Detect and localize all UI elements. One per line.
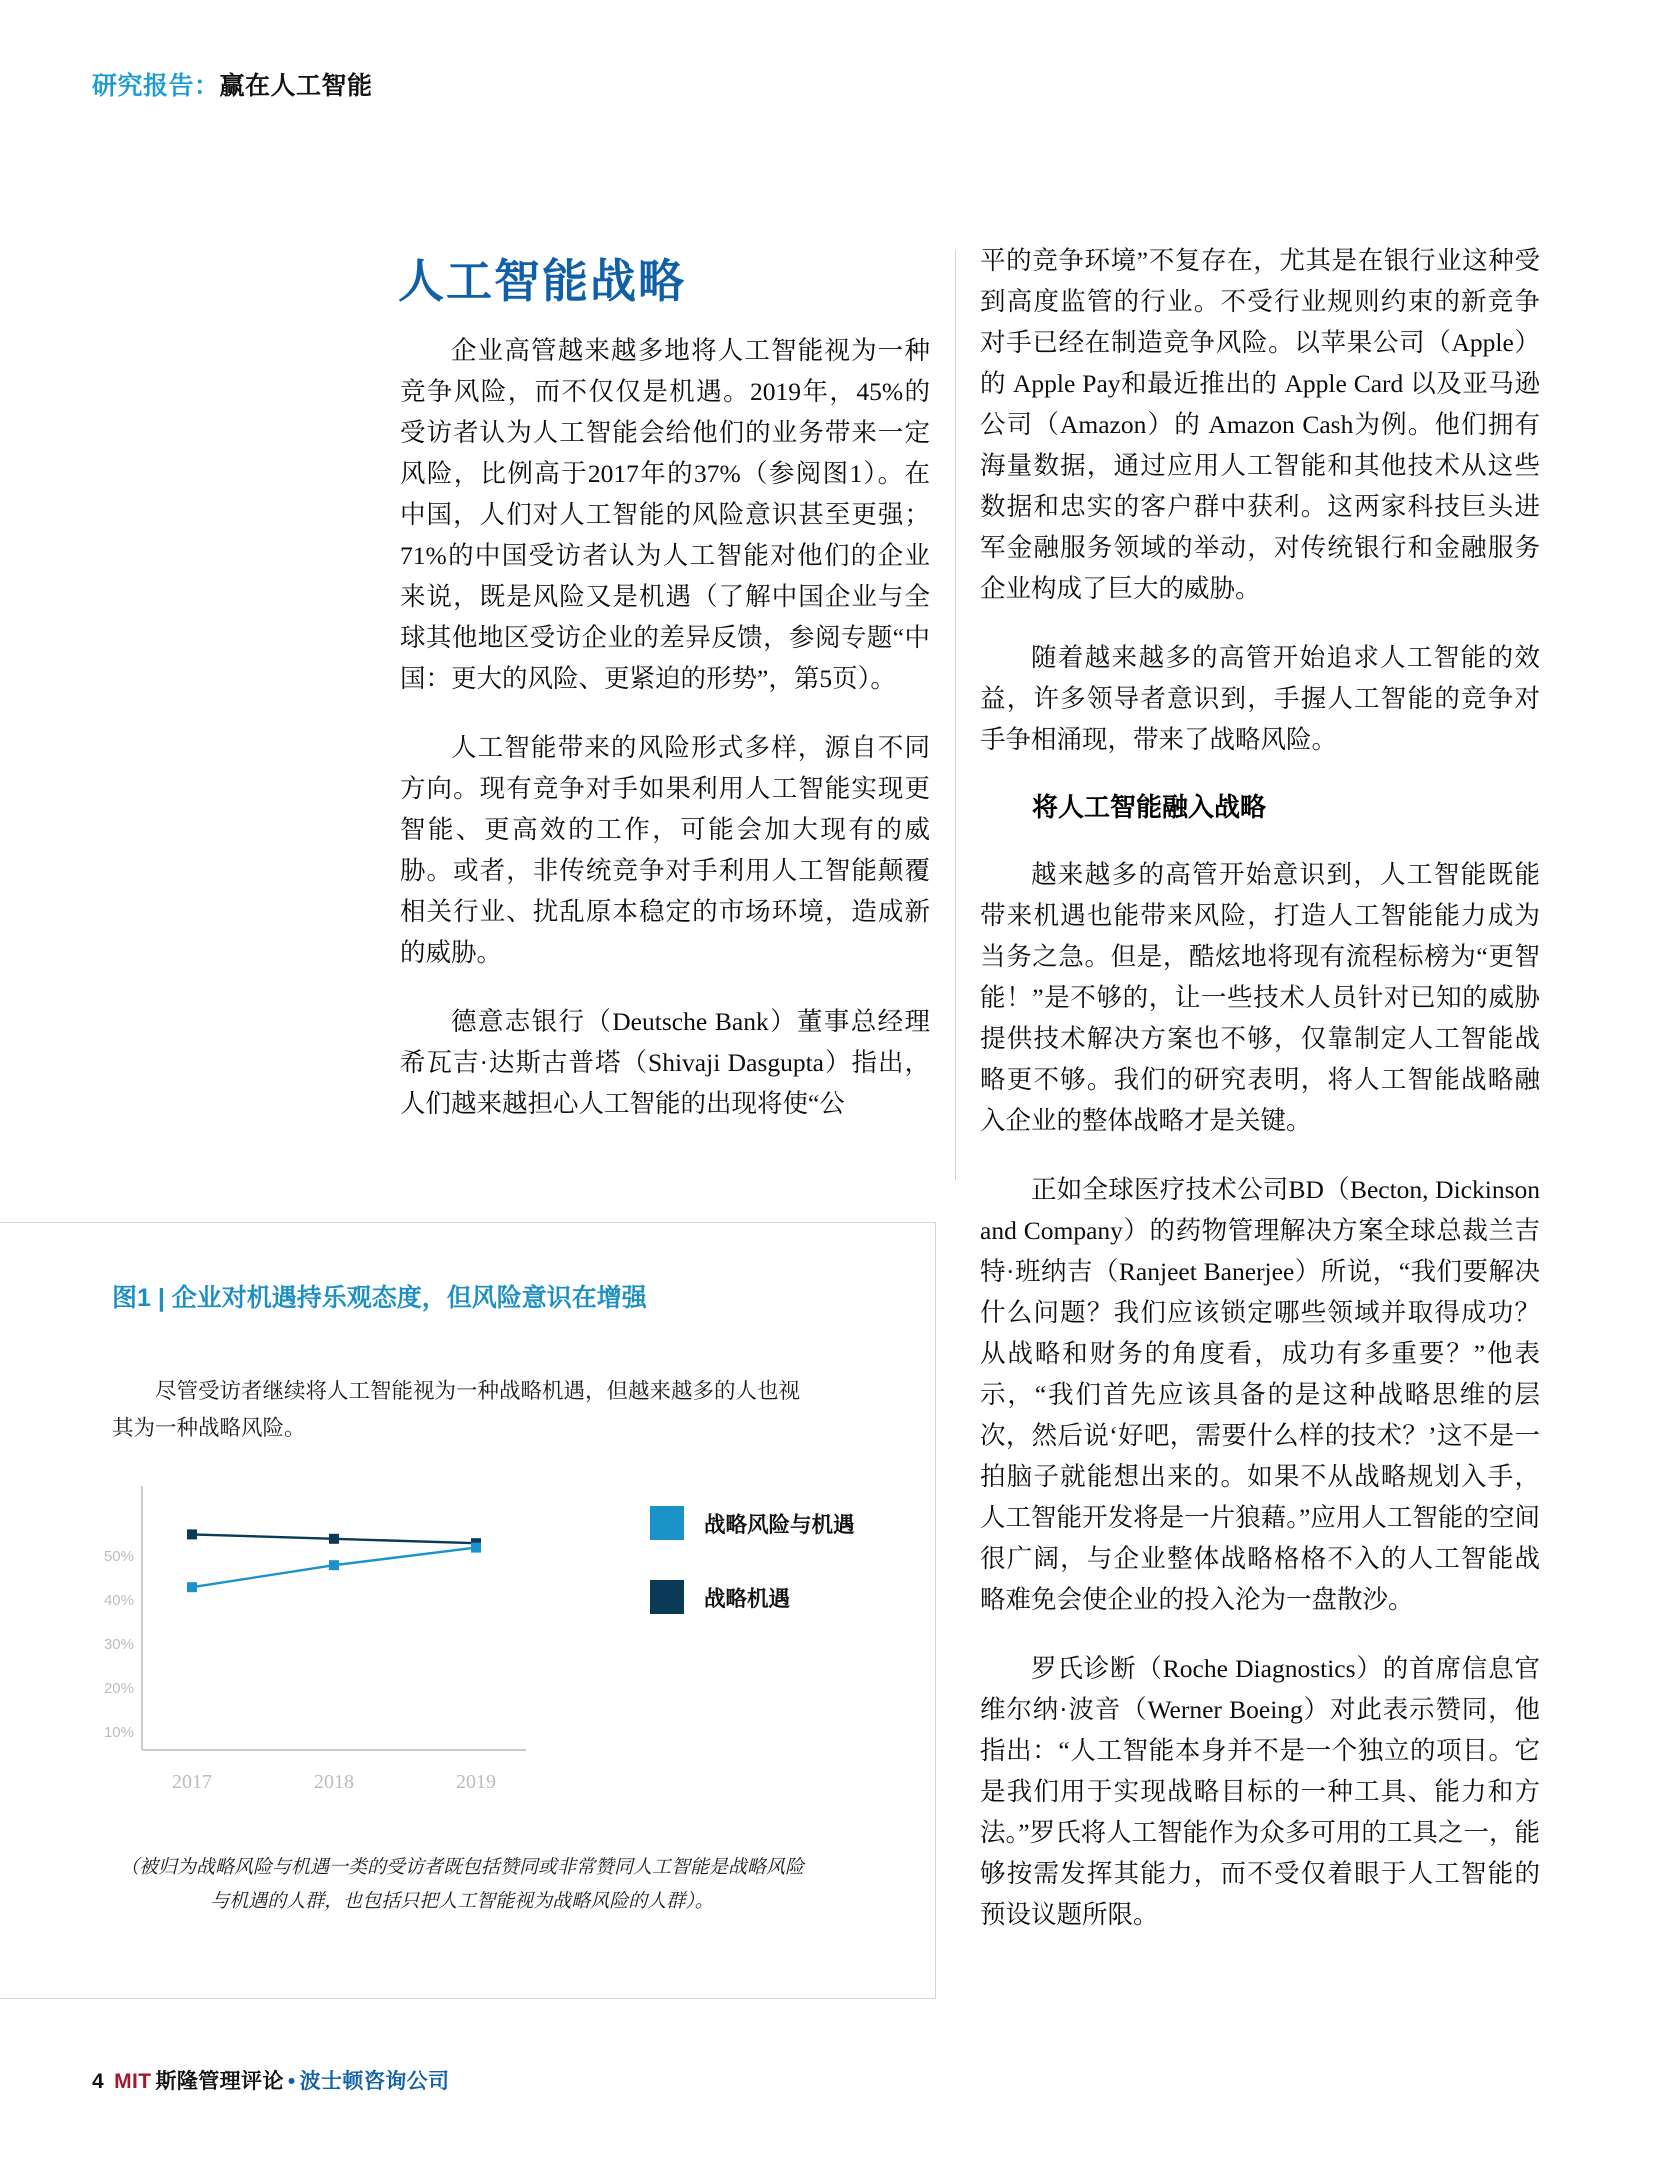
x-tick-label: 2018 (314, 1771, 354, 1793)
x-tick-labels (172, 1771, 496, 1793)
legend-item (650, 1506, 855, 1540)
running-head-label: 研究报告： (92, 72, 220, 100)
footer-review: 斯隆管理评论 (155, 2070, 284, 2093)
footer-mit: MIT (114, 2070, 152, 2093)
legend-swatch-icon (650, 1506, 684, 1540)
column-divider (955, 250, 956, 1180)
legend-label: 战略风险与机遇 (704, 1512, 855, 1537)
section-heading: 将人工智能融入战略 (1032, 792, 1267, 822)
figure-1-container (0, 1222, 936, 1999)
x-tick-label: 2017 (172, 1771, 212, 1793)
paragraph: 随着越来越多的高管开始追求人工智能的效益，许多领导者意识到，手握人工智能的竞争对手争相涌现，带来了战略风险。 (980, 643, 1540, 754)
running-head (92, 66, 373, 102)
running-head-title: 赢在人工智能 (219, 72, 373, 100)
footer-partner: 波士顿咨询公司 (299, 2070, 450, 2093)
data-point-marker (187, 1529, 197, 1539)
figure-note: （被归为战略风险与机遇一类的受访者既包括赞同或非常赞同人工智能是战略风险与机遇的人群，也包括只把人工智能视为战略风险的人群）。 (119, 1857, 804, 1912)
legend-swatch-icon (650, 1580, 684, 1614)
figure-subtitle: 尽管受访者继续将人工智能视为一种战略机遇，但越来越多的人也视其为一种战略风险。 (112, 1379, 801, 1440)
y-tick-label: 10% (103, 1724, 134, 1741)
paragraph: 罗氏诊断（Roche Diagnostics）的首席信息官维尔纳·波音（Werner Boeing）对此表示赞同，他指出：“人工智能本身并不是一个独立的项目。它是我们用于实现战略目标的一种工具、能力和方法。”罗氏将人工智能作为众多可用的工具之一，能够按需发挥其能力，而不受仅着眼于人工智能的预设议题所限。 (980, 1654, 1540, 1929)
data-point-marker (187, 1582, 197, 1592)
paragraph: 人工智能带来的风险形式多样，源自不同方向。现有竞争对手如果利用人工智能实现更智能、更高效的工作，可能会加大现有的威胁。或者，非传统竞争对手利用人工智能颠覆相关行业、扰乱原本稳定的市场环境，造成新的威胁。 (400, 733, 930, 967)
paragraph: 企业高管越来越多地将人工智能视为一种竞争风险，而不仅仅是机遇。2019年，45%的受访者认为人工智能会给他们的业务带来一定风险，比例高于2017年的37%（参阅图1）。在中国，人们对人工智能的风险意识甚至更强；71%的中国受访者认为人工智能对他们的企业来说，既是风险又是机遇（了解中国企业与全球其他地区受访企业的差异反馈，参阅专题“中国：更大的风险、更紧迫的形势”，第5页）。 (400, 336, 930, 693)
legend-item (650, 1580, 855, 1614)
right-text-column (980, 240, 1540, 1963)
paragraph: 平的竞争环境”不复存在，尤其是在银行业这种受到高度监管的行业。不受行业规则约束的新竞争对手已经在制造竞争风险。以苹果公司（Apple）的 Apple Pay和最近推出的 Apple Card 以及亚马逊公司（Amazon）的 Amazon Cash为例。他们拥有海量数据，通过应用人工智能和其他技术从这些数据和忠实的客户群中获利。这两家科技巨头进军金融服务领域的举动，对传统银行和金融服务企业构成了巨大的威胁。 (980, 246, 1540, 603)
page-title: 人工智能战略 (398, 255, 686, 307)
figure-title: 图1 | 企业对机遇持乐观态度，但风险意识在增强 (112, 1284, 647, 1312)
data-point-marker (471, 1543, 481, 1553)
x-tick-label: 2019 (456, 1771, 496, 1793)
paragraph: 越来越多的高管开始意识到，人工智能既能带来机遇也能带来风险，打造人工智能能力成为当务之急。但是，酷炫地将现有流程标榜为“更智能！”是不够的，让一些技术人员针对已知的威胁提供技术解决方案也不够，仅靠制定人工智能战略更不够。我们的研究表明，将人工智能战略融入企业的整体战略才是关键。 (980, 860, 1540, 1135)
y-tick-labels (104, 1548, 134, 1741)
page-footer (92, 2065, 449, 2095)
data-point-marker (329, 1560, 339, 1570)
y-tick-label: 30% (103, 1636, 134, 1653)
left-text-column (400, 330, 930, 1152)
y-tick-label: 40% (103, 1592, 134, 1609)
chart-legend (650, 1506, 855, 1654)
data-point-marker (329, 1534, 339, 1544)
legend-label: 战略机遇 (704, 1586, 791, 1611)
paragraph: 德意志银行（Deutsche Bank）董事总经理希瓦吉·达斯古普塔（Shivaji Dasgupta）指出，人们越来越担心人工智能的出现将使“公 (400, 1007, 930, 1118)
page-number: 4 (92, 2070, 105, 2093)
y-tick-label: 20% (103, 1680, 134, 1697)
y-tick-label: 50% (103, 1548, 134, 1565)
paragraph: 正如全球医疗技术公司BD（Becton, Dickinson and Company）的药物管理解决方案全球总裁兰吉特·班纳吉（Ranjeet Banerjee）所说，“我们要解决什么问题？我们应该锁定哪些领域并取得成功？从战略和财务的角度看，成功有多重要？”他表示，“我们首先应该具备的是这种战略思维的层次，然后说‘好吧，需要什么样的技术？’这不是一拍脑子就能想出来的。如果不从战略规划入手，人工智能开发将是一片狼藉。”应用人工智能的空间很广阔，与企业整体战略格格不入的人工智能战略难免会使企业的投入沦为一盘散沙。 (980, 1175, 1540, 1614)
footer-separator: • (287, 2070, 296, 2093)
